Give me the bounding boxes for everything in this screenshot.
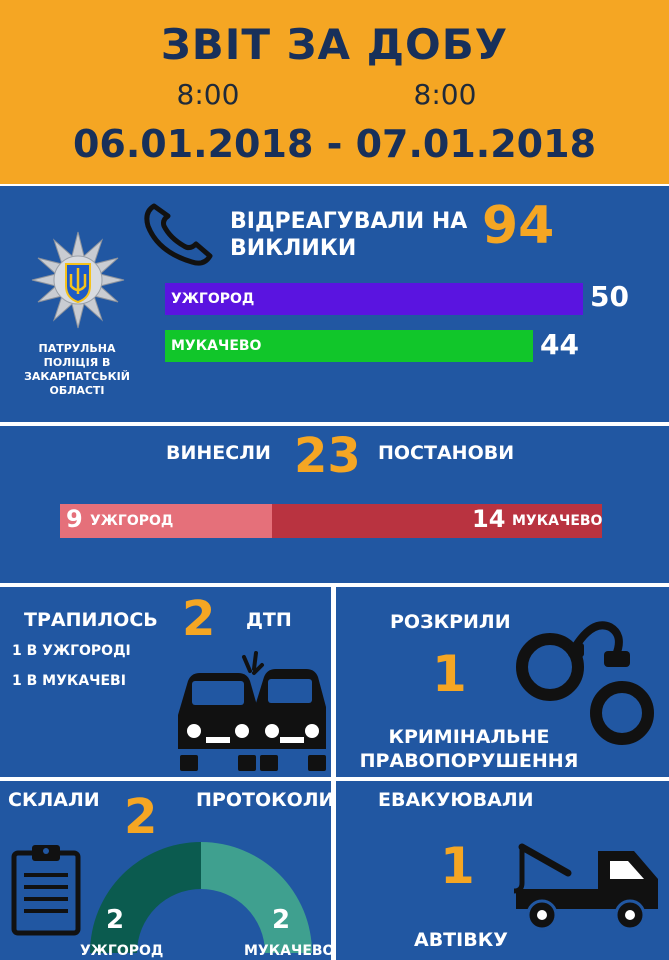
protocols-label-mukachevo: МУКАЧЕВО: [244, 943, 335, 959]
calls-bar-mukachevo: [165, 330, 533, 362]
accidents-line2: 1 В МУКАЧЕВІ: [12, 673, 126, 689]
protocols-label-uzhhorod: УЖГОРОД: [80, 943, 164, 959]
evacuations-label: АВТІВКУ: [414, 929, 508, 951]
calls-bar-label: МУКАЧЕВО: [171, 338, 262, 354]
resolutions-label-mukachevo: МУКАЧЕВО: [512, 513, 603, 529]
calls-bar-label: УЖГОРОД: [171, 291, 255, 307]
tow-truck-icon: [512, 833, 664, 933]
accidents-line1: 1 В УЖГОРОДІ: [12, 643, 131, 659]
clipboard-icon: [10, 841, 82, 937]
accidents-panel: [0, 587, 331, 777]
calls-value-mukachevo: 44: [540, 328, 579, 361]
report-title: ЗВІТ ЗА ДОБУ: [160, 20, 509, 69]
crimes-total: 1: [432, 645, 467, 703]
calls-bar-uzhhorod: [165, 283, 583, 315]
accidents-total: 2: [182, 591, 216, 647]
resolutions-total: 23: [294, 428, 361, 484]
report-dates: 06.01.2018 - 07.01.2018: [72, 122, 597, 166]
police-badge-icon: [18, 230, 138, 330]
crimes-title: РОЗКРИЛИ: [390, 611, 511, 633]
resolutions-panel: [0, 426, 669, 583]
police-logo-text: ПАТРУЛЬНА ПОЛІЦІЯ В ЗАКАРПАТСЬКІЙ ОБЛАСТІ: [24, 342, 130, 397]
header-banner: [0, 0, 669, 184]
calls-value-uzhhorod: 50: [590, 280, 629, 313]
resolutions-bar-uzhhorod: [60, 504, 272, 538]
gauge-segment-uzhhorod: [90, 842, 201, 953]
calls-total: 94: [482, 196, 555, 256]
crimes-line1: КРИМІНАЛЬНЕ: [388, 726, 550, 748]
resolutions-suffix: ПОСТАНОВИ: [378, 442, 515, 464]
evacuations-title: ЕВАКУЮВАЛИ: [378, 789, 534, 811]
gauge-segment-mukachevo: [201, 842, 312, 953]
protocols-value-mukachevo: 2: [272, 905, 291, 935]
resolutions-value-mukachevo: 14: [472, 505, 506, 533]
protocols-gauge: [90, 825, 312, 955]
protocols-panel: [0, 781, 335, 960]
calls-title-line2: ВИКЛИКИ: [230, 236, 357, 261]
resolutions-label-uzhhorod: УЖГОРОД: [90, 513, 174, 529]
time-start: 8:00: [176, 78, 240, 111]
car-crash-icon: [172, 651, 328, 773]
accidents-prefix: ТРАПИЛОСЬ: [24, 609, 158, 631]
crimes-panel: [336, 587, 669, 777]
phone-icon: [140, 200, 222, 266]
accidents-suffix: ДТП: [246, 609, 292, 631]
resolutions-value-uzhhorod: 9: [66, 505, 83, 533]
protocols-total: 2: [124, 789, 158, 845]
time-end: 8:00: [413, 78, 477, 111]
protocols-suffix: ПРОТОКОЛИ: [196, 789, 335, 811]
crimes-line2: ПРАВОПОРУШЕННЯ: [359, 750, 579, 772]
evacuations-total: 1: [440, 837, 475, 895]
handcuffs-icon: [512, 609, 668, 749]
protocols-value-uzhhorod: 2: [106, 905, 125, 935]
evacuations-panel: [336, 781, 669, 960]
calls-panel: [0, 186, 669, 422]
calls-title-line1: ВІДРЕАГУВАЛИ НА: [230, 209, 468, 234]
protocols-prefix: СКЛАЛИ: [8, 789, 100, 811]
resolutions-bar-mukachevo: [272, 504, 602, 538]
resolutions-prefix: ВИНЕСЛИ: [166, 442, 271, 464]
